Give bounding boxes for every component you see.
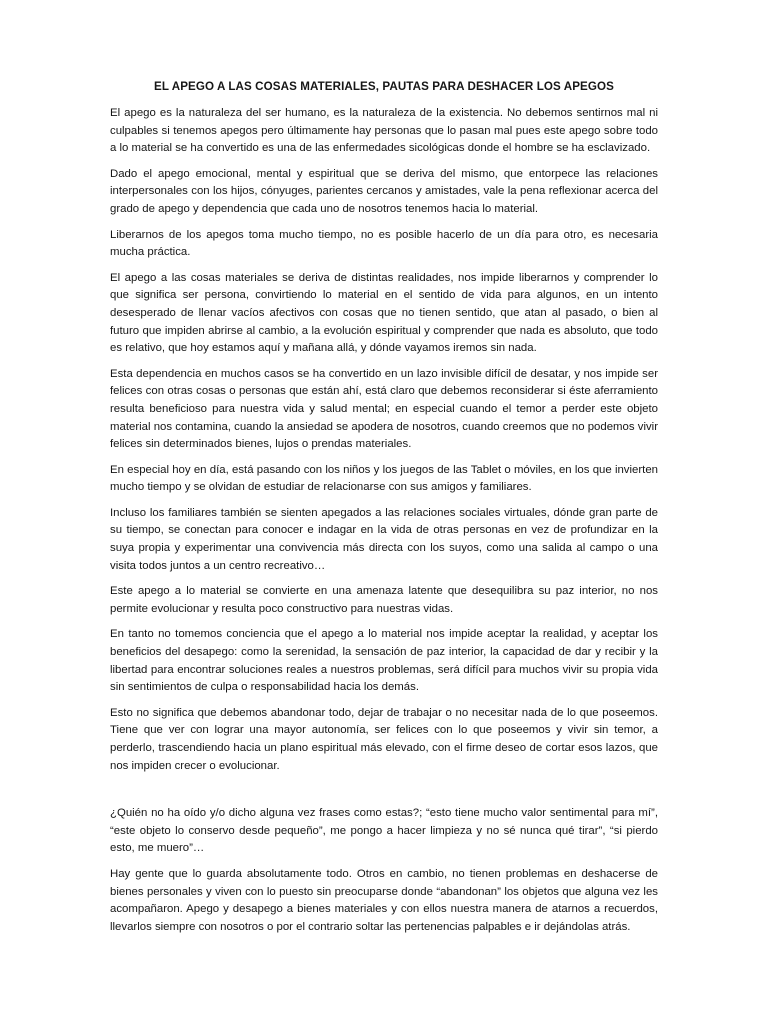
paragraph-8: Este apego a lo material se convierte en una amenaza latente que desequilibra su paz interior, no nos permite evolucionar y resulta poco constructivo para nuestras vidas.: [110, 585, 658, 615]
paragraph-5: Esta dependencia en muchos casos se ha convertido en un lazo invisible difícil de desatar, y nos impide ser felices con otras cosas o personas que están ahí, está claro que debemos reconsiderar si éste aferramiento resulta beneficioso para nuestra vida y salud mental; en especial cuando el temor a perder este objeto material nos contamina, cuando la ansiedad se apodera de nosotros, cuando creemos que no podemos vivir felices sin determinados bienes, lujos o prendas materiales.: [110, 367, 658, 451]
paragraph-2: Dado el apego emocional, mental y espiritual que se deriva del mismo, que entorpece las relaciones interpersonales con los hijos, cónyuges, parientes cercanos y amistades, vale la pena reflexionar acerca del grado de apego y dependencia que cada uno de nosotros tenemos hacia lo material.: [110, 167, 658, 215]
paragraph-12: Hay gente que lo guarda absolutamente todo. Otros en cambio, no tienen problemas en deshacerse de bienes personales y viven con lo puesto sin preocuparse donde “abandonan” los objetos que alguna vez les acompañaron. Apego y desapego a bienes materiales y con ellos nuestra manera de atarnos a recuerdos, llevarlos siempre con nosotros o por el contrario soltar las pertenencias palpables e ir dejándolas atrás.: [110, 867, 658, 933]
paragraph-1: El apego es la naturaleza del ser humano, es la naturaleza de la existencia. No debemos sentirnos mal ni culpables si tenemos apegos pero últimamente hay personas que lo pasan mal pues este apego sobre todo a lo material se ha convertido es una de las enfermedades sicológicas donde el hombre se ha esclavizado.: [110, 107, 658, 155]
paragraph-11: ¿Quién no ha oído y/o dicho alguna vez frases como estas?; “esto tiene mucho valor sentimental para mí”, “este objeto lo conservo desde pequeño”, me pongo a hacer limpieza y no sé nunca qué tirar”, “si pierdo esto, me muero”…: [110, 807, 658, 855]
paragraph-10: Esto no significa que debemos abandonar todo, dejar de trabajar o no necesitar nada de lo que poseemos. Tiene que ver con lograr una mayor autonomía, ser felices con lo que poseemos y vivir sin temor, a perderlo, trascendiendo hacia un plano espiritual más elevado, con el firme deseo de cortar esos lazos, que nos impiden crecer o evolucionar.: [110, 706, 658, 772]
document-title: EL APEGO A LAS COSAS MATERIALES, PAUTAS PARA DESHACER LOS APEGOS: [154, 80, 614, 93]
paragraph-4: El apego a las cosas materiales se deriva de distintas realidades, nos impide liberarnos y comprender lo que significa ser persona, convirtiendo lo material en el sentido de vida para algunos, en un intento desesperado de llenar vacíos afectivos con cosas que no tienen sentido, que atan al pasado, o bien al futuro que impiden abrirse al cambio, a la evolución espiritual y comprender que nada es absoluto, que todo es relativo, que hoy estamos aquí y mañana allá, y dónde vayamos iremos sin nada.: [110, 271, 658, 355]
paragraph-6: En especial hoy en día, está pasando con los niños y los juegos de las Tablet o móviles, en los que invierten mucho tiempo y se olvidan de estudiar de relacionarse con sus amigos y familiares.: [110, 463, 658, 494]
paragraph-7: Incluso los familiares también se sienten apegados a las relaciones sociales virtuales, dónde gran parte de su tiempo, se conectan para conocer e indagar en la vida de otras personas en vez de profundizar en la suya propia y experimentar una convivencia más directa con los suyos, como una salida al campo o una visita todos juntos a un centro recreativo…: [110, 506, 658, 572]
paragraph-3: Liberarnos de los apegos toma mucho tiempo, no es posible hacerlo de un día para otro, es necesaria mucha práctica.: [110, 228, 658, 259]
paragraph-9: En tanto no tomemos conciencia que el apego a lo material nos impide aceptar la realidad, y aceptar los beneficios del desapego: como la serenidad, la sensación de paz interior, la capacidad de dar y recibir y la libertad para encontrar soluciones reales a nuestros problemas, será difícil para muchos vivir su propia vida sin sentimientos de culpa o responsabilidad hacia los demás.: [110, 628, 658, 694]
